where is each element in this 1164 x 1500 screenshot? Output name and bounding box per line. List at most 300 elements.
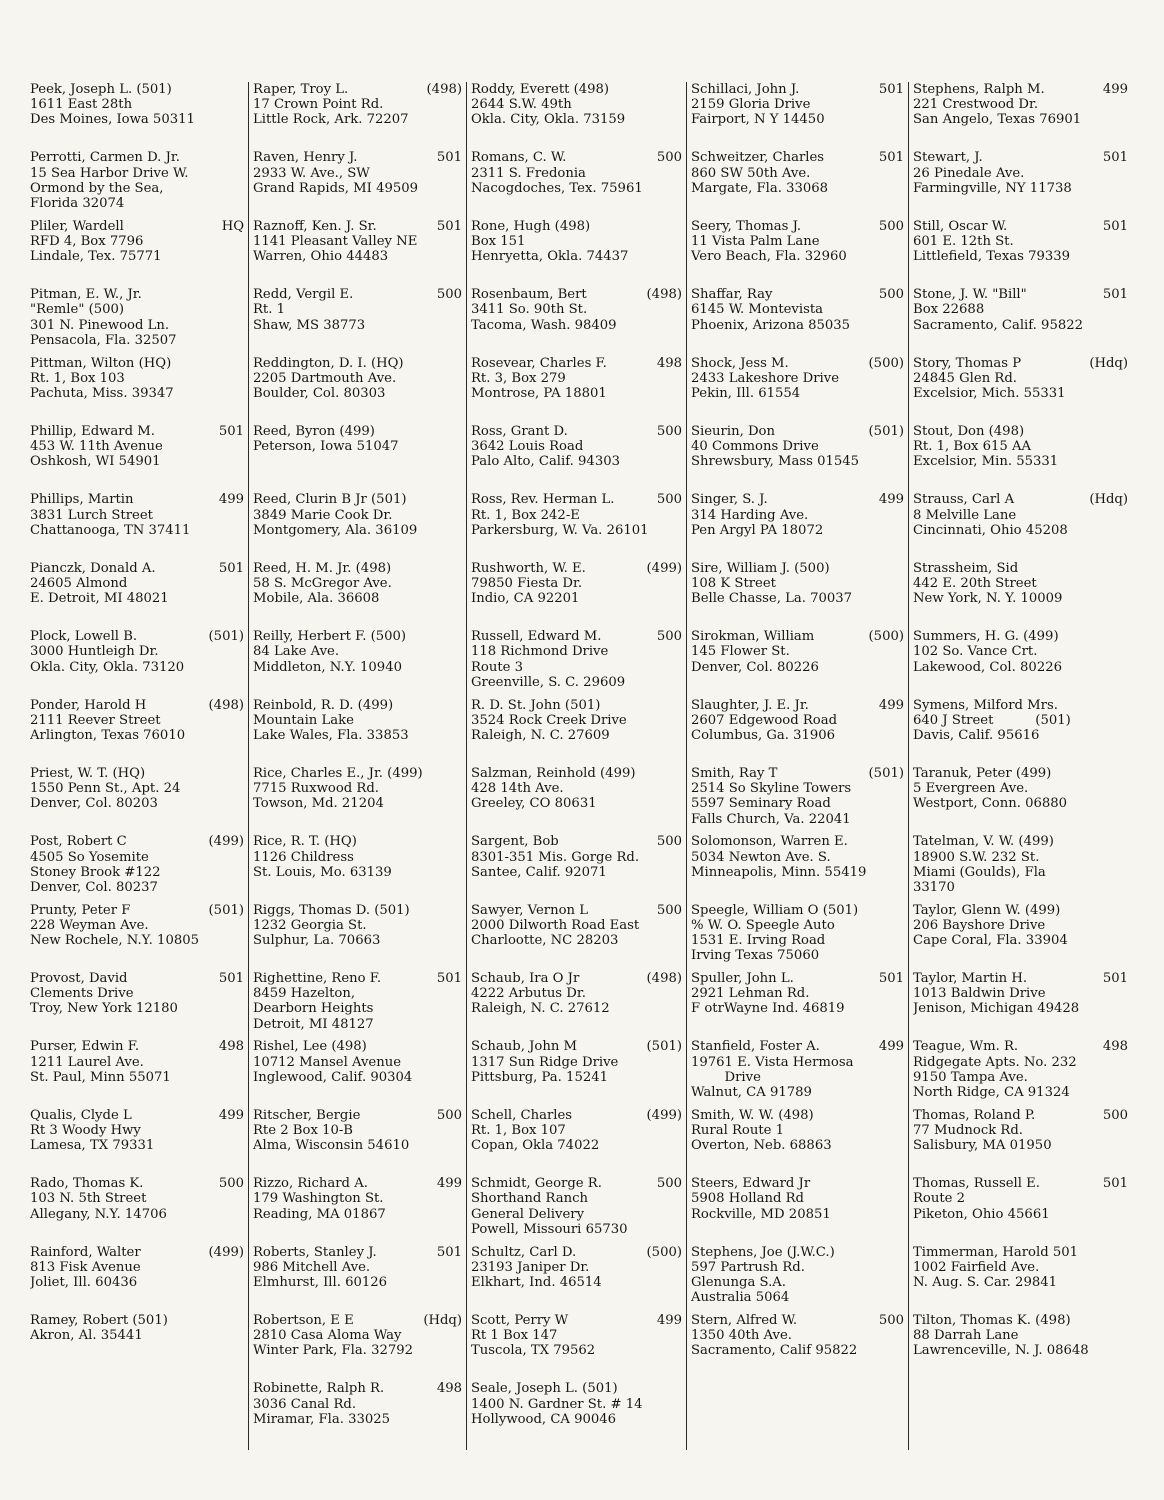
- entry-name-line: [913, 834, 1128, 849]
- entry-name: Stern, Alfred W.: [691, 1313, 798, 1329]
- entry-address-line: Cincinnati, Ohio 45208: [913, 522, 1068, 538]
- entry-address-line: 79850 Fiesta Dr.: [471, 575, 583, 591]
- directory-entry: [30, 1313, 244, 1381]
- entry-code: [1124, 834, 1128, 849]
- directory-entry: [691, 698, 904, 766]
- entry-name: Stone, J. W. "Bill": [913, 287, 1027, 303]
- directory-column-1: [30, 82, 244, 1450]
- entry-address-line: Walnut, CA 91789: [691, 1085, 812, 1101]
- entry-name-line: [471, 834, 682, 849]
- entry-address-line: Reading, MA 01867: [253, 1206, 386, 1222]
- entry-name: Pliler, Wardell: [30, 218, 124, 234]
- entry-address-line: Lake Wales, Fla. 33853: [253, 727, 409, 743]
- entry-address-line: 84 Lake Ave.: [253, 644, 340, 660]
- entry-name-line: [471, 561, 682, 576]
- entry-address-line: Rt. 1, Box 615 AA: [913, 439, 1032, 455]
- entry-address-line: Santee, Calif. 92071: [471, 864, 607, 880]
- entry-name-line: [471, 1313, 682, 1328]
- entry-name: R. D. St. John (501): [471, 697, 601, 713]
- entry-address-line: 88 Darrah Lane: [913, 1328, 1019, 1344]
- entry-address-line: 3831 Lurch Street: [30, 507, 153, 523]
- entry-address-line: Des Moines, Iowa 50311: [30, 112, 195, 128]
- entry-address-line: Elmhurst, Ill. 60126: [253, 1275, 388, 1291]
- entry-address-line: Columbus, Ga. 31906: [691, 727, 836, 743]
- entry-address-line: 1611 East 28th: [30, 97, 133, 113]
- entry-name-line: [691, 82, 904, 97]
- directory-entry: [471, 219, 682, 287]
- entry-code: [458, 834, 462, 849]
- entry-name-line: [253, 82, 462, 97]
- entry-address-line: Arlington, Texas 76010: [30, 727, 186, 743]
- entry-code: 500: [656, 629, 682, 645]
- entry-address-line: Excelsior, Min. 55331: [913, 454, 1059, 470]
- entry-address-line: Falls Church, Va. 22041: [691, 811, 851, 827]
- entry-name: Smith, Ray T: [691, 765, 778, 781]
- entry-name-line: [913, 629, 1128, 644]
- entry-code: 501: [218, 560, 244, 576]
- entry-address-line: 24605 Almond: [30, 575, 128, 591]
- entry-code: 500: [656, 150, 682, 166]
- entry-address-line: Ridgegate Apts. No. 232: [913, 1054, 1077, 1070]
- entry-address-line: Ormond by the Sea,: [30, 180, 164, 196]
- directory-entry: [471, 150, 682, 218]
- entry-address-line: Lindale, Tex. 75771: [30, 249, 162, 265]
- entry-name-line: [691, 834, 904, 849]
- directory-entry: [30, 971, 244, 1039]
- entry-name-line: [30, 82, 244, 97]
- entry-name: Rizzo, Richard A.: [253, 1176, 368, 1192]
- entry-name: Stephens, Joe (J.W.C.): [691, 1244, 835, 1260]
- entry-address-line: Drive: [691, 1069, 761, 1085]
- entry-name-line: [253, 1313, 462, 1328]
- entry-code: 501: [436, 218, 462, 234]
- directory-entry: [913, 1313, 1128, 1381]
- entry-name: Rice, R. T. (HQ): [253, 834, 357, 850]
- directory-entry: [30, 492, 244, 560]
- directory-entry: [253, 356, 462, 424]
- entry-name-line: [253, 1245, 462, 1260]
- directory-entry: [253, 561, 462, 629]
- directory-entry: [691, 1176, 904, 1244]
- directory-column-3: [466, 82, 682, 1450]
- entry-address-line: Rt 3 Woody Hwy: [30, 1123, 141, 1139]
- entry-address-line: Rt. 1, Box 107: [471, 1123, 566, 1139]
- entry-name-line: [691, 698, 904, 713]
- entry-address-line: Box 151: [471, 233, 526, 249]
- entry-name-line: [913, 561, 1128, 576]
- entry-code: 501: [1102, 971, 1128, 987]
- entry-address-line: Little Rock, Ark. 72207: [253, 112, 409, 128]
- entry-address-line: Troy, New York 12180: [30, 1001, 178, 1017]
- entry-address-line: Detroit, MI 48127: [253, 1016, 374, 1032]
- directory-entry: [253, 834, 462, 902]
- entry-name: Righettine, Reno F.: [253, 971, 382, 987]
- entry-address-line: 813 Fisk Avenue: [30, 1259, 141, 1275]
- entry-name-line: [30, 150, 244, 165]
- directory-entry: [30, 219, 244, 287]
- entry-address-line: Shaw, MS 38773: [253, 317, 366, 333]
- entry-name: Reed, H. M. Jr. (498): [253, 560, 392, 576]
- entry-code: [458, 629, 462, 644]
- entry-name: Prunty, Peter F: [30, 902, 131, 918]
- entry-name: Scott, Perry W: [471, 1313, 569, 1329]
- entry-code: (501): [208, 629, 244, 645]
- directory-entry: [253, 971, 462, 1039]
- entry-name-line: [471, 903, 682, 918]
- entry-name-line: [471, 1108, 682, 1123]
- entry-code: (498): [208, 697, 244, 713]
- directory-entry: [691, 1039, 904, 1107]
- entry-name-line: [471, 424, 682, 439]
- entry-name: Qualis, Clyde L: [30, 1107, 132, 1123]
- entry-name-line: [30, 356, 244, 371]
- entry-code: (499): [646, 560, 682, 576]
- entry-name-line: [30, 424, 244, 439]
- directory-entry: [30, 561, 244, 629]
- directory-entry: [471, 766, 682, 834]
- directory-entry: [253, 629, 462, 697]
- entry-code: 498: [436, 1381, 462, 1397]
- entry-name: Stephens, Ralph M.: [913, 82, 1045, 97]
- entry-code: 500: [878, 287, 904, 303]
- entry-address-line: 5908 Holland Rd: [691, 1191, 804, 1207]
- entry-address-line: 8301-351 Mis. Gorge Rd.: [471, 849, 640, 865]
- entry-address-line: Rt 1 Box 147: [471, 1328, 558, 1344]
- directory-entry: [471, 629, 682, 697]
- entry-code: [900, 1176, 904, 1191]
- directory-entry: [471, 356, 682, 424]
- entry-name: Rice, Charles E., Jr. (499): [253, 765, 423, 781]
- entry-address-line: 2311 S. Fredonia: [471, 165, 586, 181]
- directory-entry: [691, 1313, 904, 1381]
- directory-entry: [913, 492, 1128, 560]
- entry-address-line: 102 So. Vance Crt.: [913, 644, 1038, 660]
- entry-address-line: Dearborn Heights: [253, 1001, 374, 1017]
- entry-address-line: Piketon, Ohio 45661: [913, 1206, 1050, 1222]
- entry-address-line: 5 Evergreen Ave.: [913, 781, 1029, 797]
- entry-name: Seery, Thomas J.: [691, 218, 802, 234]
- entry-name: Priest, W. T. (HQ): [30, 765, 146, 781]
- directory-entry: [913, 287, 1128, 355]
- entry-code: (498): [426, 82, 462, 97]
- entry-address-line: Peterson, Iowa 51047: [253, 439, 399, 455]
- directory-entry: [691, 1108, 904, 1176]
- entry-name: Post, Robert C: [30, 834, 127, 850]
- directory-page: [30, 82, 1128, 1427]
- directory-entry: [253, 1108, 462, 1176]
- entry-name: Slaughter, J. E. Jr.: [691, 697, 809, 713]
- entry-code: [900, 1245, 904, 1260]
- directory-entry: [471, 1245, 682, 1313]
- entry-name: Phillips, Martin: [30, 492, 134, 508]
- entry-address-line: Warren, Ohio 44483: [253, 249, 389, 265]
- entry-name: Tatelman, V. W. (499): [913, 834, 1054, 850]
- entry-address-line: San Angelo, Texas 76901: [913, 112, 1082, 128]
- entry-name: Plock, Lowell B.: [30, 629, 138, 645]
- directory-entry: [913, 903, 1128, 971]
- entry-code: 501: [436, 1244, 462, 1260]
- entry-address-line: Tuscola, TX 79562: [471, 1343, 596, 1359]
- entry-code: (500): [868, 355, 904, 371]
- entry-address-line: Montgomery, Ala. 36109: [253, 522, 418, 538]
- entry-address-line: Jenison, Michigan 49428: [913, 1001, 1080, 1017]
- entry-name-line: [30, 1313, 244, 1328]
- entry-code: 498: [656, 355, 682, 371]
- directory-entry: [30, 424, 244, 492]
- entry-address-line: Pittsburg, Pa. 15241: [471, 1069, 609, 1085]
- entry-name: Steers, Edward Jr: [691, 1176, 811, 1192]
- entry-address-line: Henryetta, Okla. 74437: [471, 249, 629, 265]
- directory-entry: [913, 219, 1128, 287]
- directory-entry: [471, 903, 682, 971]
- entry-address-line: Rural Route 1: [691, 1123, 785, 1139]
- entry-name: Rado, Thomas K.: [30, 1176, 144, 1192]
- directory-entry: [471, 492, 682, 560]
- entry-address-line: Towson, Md. 21204: [253, 796, 384, 812]
- entry-address-line: Rt. 1: [253, 302, 286, 318]
- entry-address-line: 8 Melville Lane: [913, 507, 1017, 523]
- entry-name: Ross, Grant D.: [471, 423, 568, 439]
- entry-code: [240, 150, 244, 165]
- entry-name-line: [691, 1245, 904, 1260]
- entry-address-line: Margate, Fla. 33068: [691, 180, 829, 196]
- entry-address-line: Glenunga S.A.: [691, 1275, 787, 1291]
- entry-address-line: Minneapolis, Minn. 55419: [691, 864, 867, 880]
- entry-name-line: [913, 150, 1128, 165]
- entry-code: (498): [646, 971, 682, 987]
- directory-entry: [30, 1176, 244, 1244]
- entry-name-line: [30, 629, 244, 644]
- entry-name-line: [253, 1381, 462, 1396]
- entry-address-line: Grand Rapids, MI 49509: [253, 180, 419, 196]
- entry-name-line: [471, 766, 682, 781]
- entry-address-line: Akron, Al. 35441: [30, 1328, 143, 1344]
- entry-name: Ramey, Robert (501): [30, 1313, 168, 1329]
- directory-column-5: [908, 82, 1128, 1450]
- entry-name: Teague, Wm. R.: [913, 1039, 1019, 1055]
- entry-name: Schultz, Carl D.: [471, 1244, 577, 1260]
- entry-address-line: Powell, Missouri 65730: [471, 1221, 628, 1237]
- entry-address-line: Parkersburg, W. Va. 26101: [471, 522, 649, 538]
- entry-address-line: 3411 So. 90th St.: [471, 302, 588, 318]
- entry-address-line: 10712 Mansel Avenue: [253, 1054, 402, 1070]
- entry-name-line: [691, 766, 904, 781]
- entry-address-line: 1013 Baldwin Drive: [913, 986, 1046, 1002]
- directory-entry: [691, 150, 904, 218]
- entry-name-line: [253, 698, 462, 713]
- entry-address-line: 9150 Tampa Ave.: [913, 1069, 1028, 1085]
- directory-entry: [913, 1039, 1128, 1107]
- entry-address-line: 23193 Janiper Dr.: [471, 1259, 590, 1275]
- entry-code: 501: [1102, 150, 1128, 166]
- entry-name-line: [691, 1176, 904, 1191]
- entry-name-line: [691, 492, 904, 507]
- entry-address-line: 2921 Lehman Rd.: [691, 986, 810, 1002]
- entry-address-line: Miami (Goulds), Fla: [913, 864, 1046, 880]
- entry-name-line: [471, 698, 682, 713]
- entry-code: 500: [656, 902, 682, 918]
- entry-name: Ponder, Harold H: [30, 697, 147, 713]
- entry-code: [240, 1313, 244, 1328]
- entry-address-line: 11 Vista Palm Lane: [691, 233, 820, 249]
- directory-entry: [253, 1381, 462, 1449]
- entry-code: [1124, 561, 1128, 576]
- entry-name: Solomonson, Warren E.: [691, 834, 848, 850]
- entry-name-line: [913, 903, 1128, 918]
- entry-address-line: E. Detroit, MI 48021: [30, 591, 169, 607]
- entry-name-line: [691, 971, 904, 986]
- entry-address-line: 601 E. 12th St.: [913, 233, 1014, 249]
- entry-name-line: [30, 698, 244, 713]
- entry-name-line: [253, 629, 462, 644]
- entry-code: 499: [218, 1107, 244, 1123]
- entry-address-line: Tacoma, Wash. 98409: [471, 317, 617, 333]
- entry-name: Sire, William J. (500): [691, 560, 830, 576]
- entry-name: Pittman, Wilton (HQ): [30, 355, 172, 371]
- entry-code: [678, 219, 682, 234]
- entry-name-line: [913, 219, 1128, 234]
- entry-address-line: 145 Flower St.: [691, 644, 790, 660]
- entry-name: Rainford, Walter: [30, 1244, 141, 1260]
- entry-name-line: [253, 356, 462, 371]
- entry-address-line: 58 S. McGregor Ave.: [253, 575, 392, 591]
- entry-code: [458, 1039, 462, 1054]
- entry-name-line: [30, 219, 244, 234]
- entry-name: Schweitzer, Charles: [691, 150, 825, 166]
- entry-address-line: Clements Drive: [30, 986, 134, 1002]
- entry-name: Pianczk, Donald A.: [30, 560, 156, 576]
- entry-code: 499: [1102, 82, 1128, 97]
- entry-code: [458, 492, 462, 507]
- entry-name-line: [30, 1039, 244, 1054]
- entry-address-line: 1550 Penn St., Apt. 24: [30, 781, 181, 797]
- entry-code: [900, 903, 904, 918]
- entry-address-line: Route 2: [913, 1191, 966, 1207]
- entry-name-line: [471, 971, 682, 986]
- entry-address-line: 26 Pinedale Ave.: [913, 165, 1025, 181]
- entry-name-line: [691, 150, 904, 165]
- entry-name: Schillaci, John J.: [691, 82, 800, 97]
- entry-name-line: [471, 1245, 682, 1260]
- entry-name-line: [471, 1039, 682, 1054]
- entry-code: 500: [436, 287, 462, 303]
- entry-address-line: Palo Alto, Calif. 94303: [471, 454, 620, 470]
- entry-address-line: Excelsior, Mich. 55331: [913, 385, 1066, 401]
- directory-entry: [253, 1176, 462, 1244]
- entry-code: [458, 766, 462, 781]
- entry-name: Symens, Milford Mrs.: [913, 697, 1058, 713]
- entry-address-line: 2933 W. Ave., SW: [253, 165, 370, 181]
- entry-code: [1124, 1313, 1128, 1328]
- entry-address-line: 228 Weyman Ave.: [30, 917, 149, 933]
- entry-code: [678, 1381, 682, 1396]
- entry-name: Tilton, Thomas K. (498): [913, 1313, 1071, 1329]
- entry-address-line: Australia 5064: [691, 1290, 790, 1306]
- entry-name: Stout, Don (498): [913, 423, 1025, 439]
- entry-code: 501: [878, 82, 904, 97]
- entry-name-line: [253, 424, 462, 439]
- entry-code: (500): [646, 1244, 682, 1260]
- directory-entry: [691, 971, 904, 1039]
- entry-address-line: 3036 Canal Rd.: [253, 1396, 357, 1412]
- directory-entry: [30, 1245, 244, 1313]
- entry-name: Thomas, Roland P.: [913, 1107, 1036, 1123]
- entry-address-line: 221 Crestwood Dr.: [913, 97, 1039, 113]
- entry-code: (498): [646, 287, 682, 303]
- directory-entry: [913, 82, 1128, 150]
- entry-code: [900, 1108, 904, 1123]
- entry-address-line: St. Louis, Mo. 63139: [253, 864, 392, 880]
- entry-name-line: [30, 971, 244, 986]
- entry-name-line: [30, 287, 244, 302]
- entry-code: (Hdq): [1089, 492, 1128, 508]
- entry-address-line: 2159 Gloria Drive: [691, 97, 811, 113]
- entry-code: [1124, 629, 1128, 644]
- directory-entry: [471, 1108, 682, 1176]
- entry-code: 500: [656, 492, 682, 508]
- entry-code: 499: [656, 1313, 682, 1329]
- entry-name: Reed, Byron (499): [253, 423, 375, 439]
- entry-address-line: Rte 2 Box 10-B: [253, 1123, 353, 1139]
- entry-address-line: Lamesa, TX 79331: [30, 1138, 155, 1154]
- entry-address-line: 77 Mudnock Rd.: [913, 1123, 1023, 1139]
- entry-address-line: 2644 S.W. 49th: [471, 97, 572, 113]
- entry-name: Raznoff, Ken. J. Sr.: [253, 218, 377, 234]
- entry-name: Roddy, Everett (498): [471, 82, 610, 97]
- entry-code: [900, 561, 904, 576]
- entry-address-line: 1400 N. Gardner St. # 14: [471, 1396, 643, 1412]
- entry-name-line: [30, 1108, 244, 1123]
- entry-name: Stanfield, Foster A.: [691, 1039, 820, 1055]
- entry-address-line: Charlootte, NC 28203: [471, 933, 619, 949]
- entry-name: Peek, Joseph L. (501): [30, 82, 172, 97]
- entry-name: Rone, Hugh (498): [471, 218, 591, 234]
- directory-entry: [691, 561, 904, 629]
- entry-address-line: Box 22688: [913, 302, 985, 318]
- entry-address-line: 640 J Street (501): [913, 712, 1071, 728]
- entry-address-line: 18900 S.W. 232 St.: [913, 849, 1040, 865]
- entry-address-line: 314 Harding Ave.: [691, 507, 809, 523]
- entry-name: Rosevear, Charles F.: [471, 355, 607, 371]
- entry-code: 501: [436, 150, 462, 166]
- entry-address-line: Pen Argyl PA 18072: [691, 522, 824, 538]
- entry-name-line: [471, 287, 682, 302]
- entry-code: (499): [646, 1107, 682, 1123]
- directory-entry: [30, 82, 244, 150]
- entry-address-line: 1002 Fairfield Ave.: [913, 1259, 1040, 1275]
- entry-code: 500: [656, 1176, 682, 1192]
- entry-name: Strassheim, Sid: [913, 560, 1019, 576]
- entry-code: [1124, 766, 1128, 781]
- entry-code: [458, 561, 462, 576]
- directory-entry: [253, 698, 462, 766]
- entry-address-line: F otrWayne Ind. 46819: [691, 1001, 845, 1017]
- entry-address-line: Chattanooga, TN 37411: [30, 522, 191, 538]
- entry-address-line: 1211 Laurel Ave.: [30, 1054, 144, 1070]
- entry-name: Raven, Henry J.: [253, 150, 358, 166]
- entry-address-line: Rt. 1, Box 242-E: [471, 507, 580, 523]
- entry-address-line: 1317 Sun Ridge Drive: [471, 1054, 619, 1070]
- entry-code: 499: [878, 492, 904, 508]
- directory-entry: [30, 356, 244, 424]
- entry-address-line: Denver, Col. 80237: [30, 879, 158, 895]
- entry-name: Reinbold, R. D. (499): [253, 697, 394, 713]
- entry-address-line: Nacogdoches, Tex. 75961: [471, 180, 643, 196]
- entry-address-line: Irving Texas 75060: [691, 948, 820, 964]
- entry-address-line: General Delivery: [471, 1206, 585, 1222]
- entry-name-line: [471, 219, 682, 234]
- entry-name-line: [471, 1176, 682, 1191]
